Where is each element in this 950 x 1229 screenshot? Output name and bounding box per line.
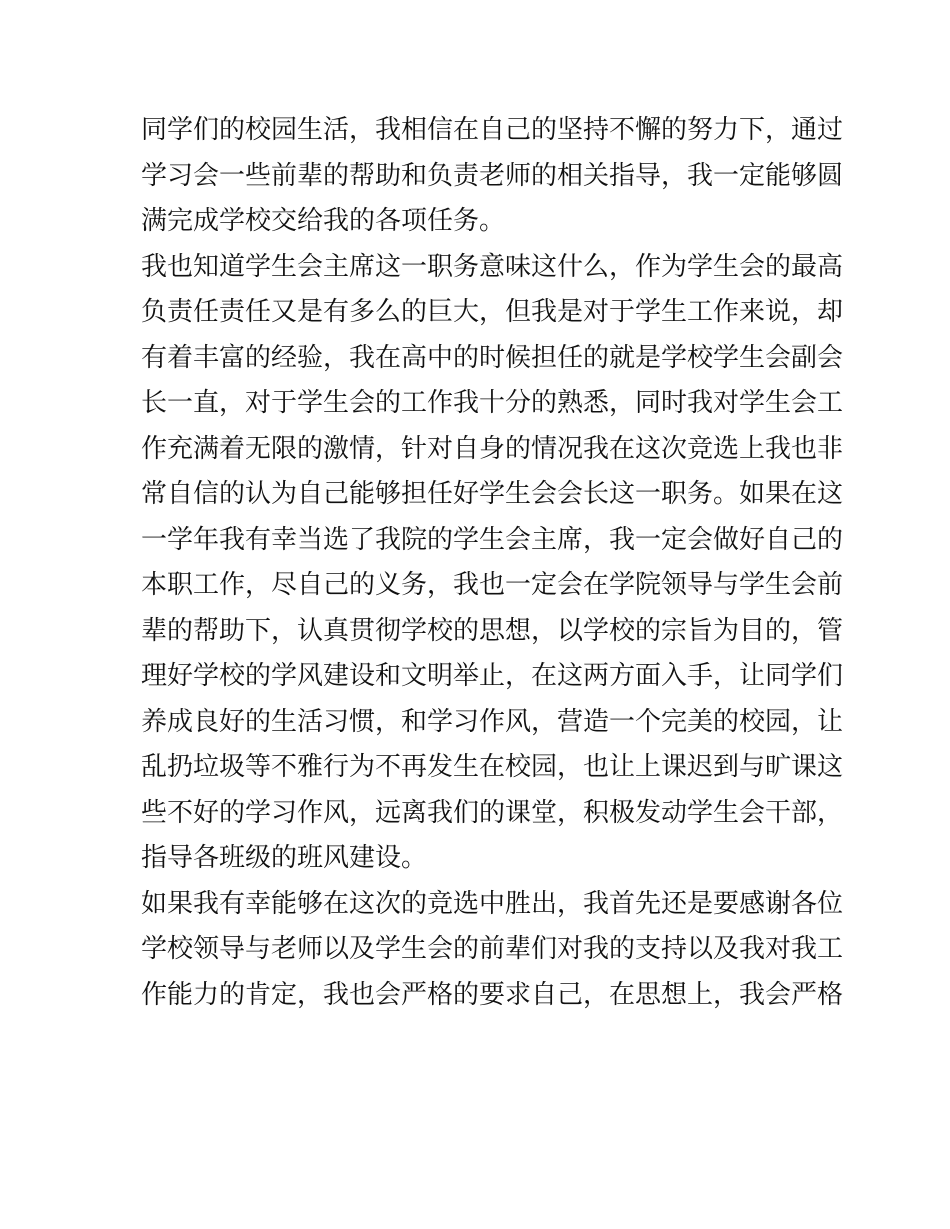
text-line: 学校领导与老师以及学生会的前辈们对我的支持以及我对我工 <box>141 934 844 964</box>
text-line: 如果我有幸能够在这次的竞选中胜出，我首先还是要感谢各位 <box>141 888 844 919</box>
text-line: 指导各班级的班风建设。 <box>141 843 428 873</box>
text-line: 一学年我有幸当选了我院的学生会主席，我一定会做好自己的 <box>141 524 844 555</box>
text-line: 些不好的学习作风，远离我们的课堂，积极发动学生会干部， <box>141 797 844 828</box>
body-text <box>141 108 844 1018</box>
text-line: 负责任责任又是有多么的巨大，但我是对于学生工作来说，却 <box>141 297 844 327</box>
text-line: 有着丰富的经验，我在高中的时候担任的就是学校学生会副会 <box>141 342 844 373</box>
text-line: 辈的帮助下，认真贯彻学校的思想，以学校的宗旨为目的，管 <box>141 615 844 646</box>
text-line: 乱扔垃圾等不雅行为不再发生在校园，也让上课迟到与旷课这 <box>141 752 844 782</box>
text-line: 长一直，对于学生会的工作我十分的熟悉，同时我对学生会工 <box>141 388 844 418</box>
text-line: 我也知道学生会主席这一职务意味这什么，作为学生会的最高 <box>141 251 844 282</box>
text-line: 作能力的肯定，我也会严格的要求自己，在思想上，我会严格 <box>141 979 844 1010</box>
text-line: 养成良好的生活习惯，和学习作风，营造一个完美的校园，让 <box>141 706 844 737</box>
text-line: 学习会一些前辈的帮助和负责老师的相关指导，我一定能够圆 <box>141 160 844 191</box>
text-line: 理好学校的学风建设和文明举止，在这两方面入手，让同学们 <box>141 661 844 691</box>
text-line: 本职工作，尽自己的义务，我也一定会在学院领导与学生会前 <box>141 570 844 600</box>
text-line: 同学们的校园生活，我相信在自己的坚持不懈的努力下，通过 <box>141 115 844 145</box>
text-line: 满完成学校交给我的各项任务。 <box>141 206 506 236</box>
text-line: 作充满着无限的激情，针对自身的情况我在这次竞选上我也非 <box>141 433 844 464</box>
text-line: 常自信的认为自己能够担任好学生会会长这一职务。如果在这 <box>141 479 844 509</box>
